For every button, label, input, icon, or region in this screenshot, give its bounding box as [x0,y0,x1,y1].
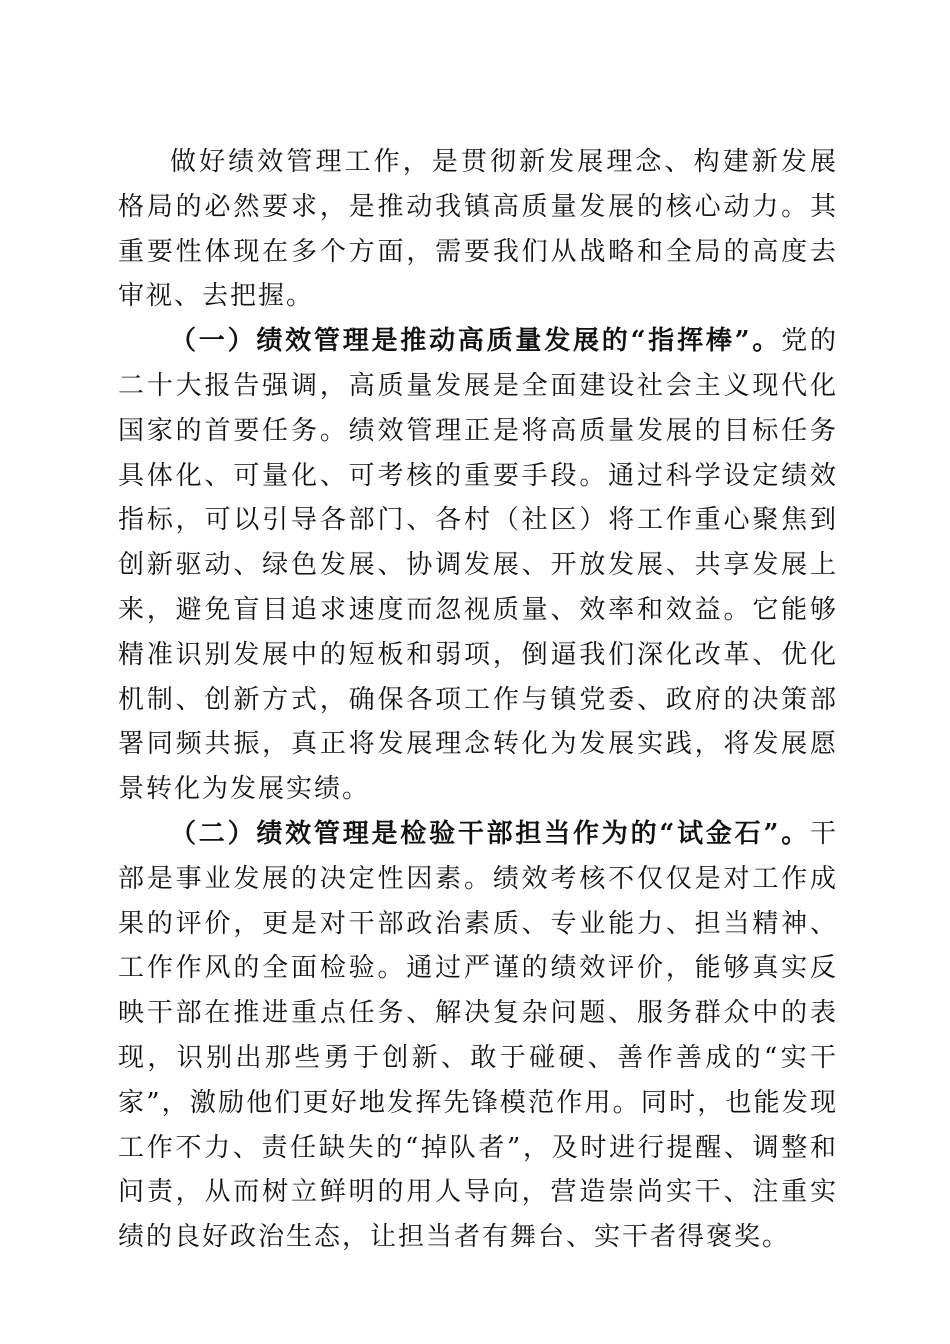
section-heading-2: （二）绩效管理是检验干部担当作为的“试金石”。 [170,818,810,849]
document-body [118,140,838,1260]
section-body-2: 干部是事业发展的决定性因素。绩效考核不仅仅是对工作成果的评价，更是对干部政治素质、专业能力、担当精神、工作作风的全面检验。通过严谨的绩效评价，能够真实反映干部在推进重点任务、解决复杂问题、服务群众中的表现，识别出那些勇于创新、敢于碰硬、善作善成的“实干家”，激励他们更好地发挥先锋模范作用。同时，也能发现工作不力、责任缺失的“掉队者”，及时进行提醒、调整和问责，从而树立鲜明的用人导向，营造崇尚实干、注重实绩的良好政治生态，让担当者有舞台、实干者得褒奖。 [118,818,838,1253]
section-body-1: 党的二十大报告强调，高质量发展是全面建设社会主义现代化国家的首要任务。绩效管理正是将高质量发展的目标任务具体化、可量化、可考核的重要手段。通过科学设定绩效指标，可以引导各部门、各村（社区）将工作重心聚焦到创新驱动、绿色发展、协调发展、开放发展、共享发展上来，避免盲目追求速度而忽视质量、效率和效益。它能够精准识别发展中的短板和弱项，倒逼我们深化改革、优化机制、创新方式，确保各项工作与镇党委、政府的决策部署同频共振，真正将发展理念转化为发展实践，将发展愿景转化为发展实绩。 [118,326,838,805]
section-heading-1: （一）绩效管理是推动高质量发展的“指挥棒”。 [170,326,782,357]
section-paragraph-1 [118,319,838,812]
intro-paragraph: 做好绩效管理工作，是贯彻新发展理念、构建新发展格局的必然要求，是推动我镇高质量发展的核心动力。其重要性体现在多个方面，需要我们从战略和全局的高度去审视、去把握。 [118,147,838,312]
section-paragraph-2 [118,812,838,1260]
